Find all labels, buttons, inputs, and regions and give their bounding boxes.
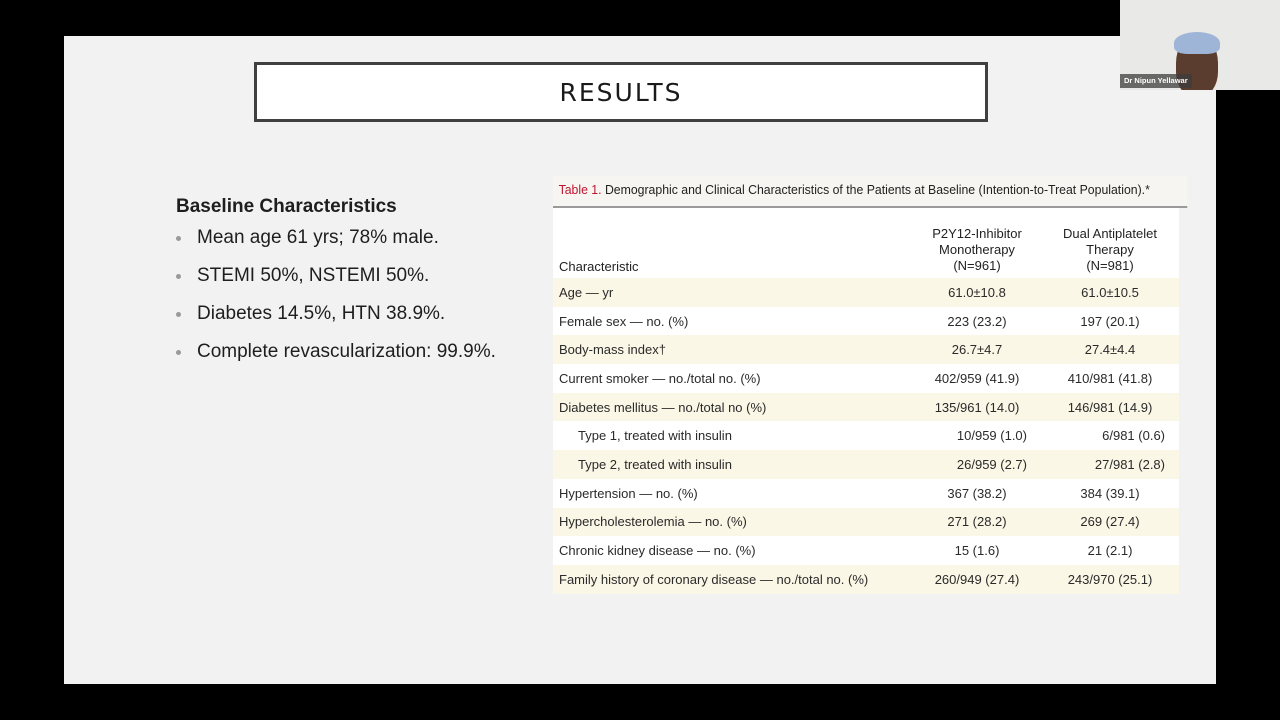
table-row: Diabetes mellitus — no./total no (%) 135/961 (14.0) 146/981 (14.9)	[553, 393, 1179, 422]
table-row: Hypercholesterolemia — no. (%) 271 (28.2) 269 (27.4)	[553, 508, 1179, 537]
bullet-dot-icon	[176, 350, 181, 355]
surgical-cap-shape	[1174, 32, 1220, 54]
participant-video-tile[interactable]	[1120, 0, 1280, 90]
bullet-item: Diabetes 14.5%, HTN 38.9%.	[176, 302, 556, 340]
slide-title-box	[254, 62, 988, 122]
header-group1: P2Y12-Inhibitor Monotherapy (N=961)	[932, 226, 1022, 273]
table-caption-label: Table 1.	[558, 182, 602, 197]
summary-bullets	[176, 226, 556, 378]
header-characteristic: Characteristic	[559, 259, 639, 274]
bullet-dot-icon	[176, 274, 181, 279]
participant-name: Dr Nipun Yellawar	[1120, 74, 1192, 88]
table-caption	[553, 176, 1187, 208]
presentation-slide	[64, 36, 1216, 684]
bullet-item: Complete revascularization: 99.9%.	[176, 340, 556, 378]
table-caption-text: Demographic and Clinical Characteristics of the Patients at Baseline (Intention-to-Treat Population).*	[601, 182, 1150, 197]
table-row: Type 1, treated with insulin 10/959 (1.0) 6/981 (0.6)	[578, 428, 1165, 444]
bullet-item: Mean age 61 yrs; 78% male.	[176, 226, 556, 264]
table-row: Family history of coronary disease — no./total no. (%) 260/949 (27.4) 243/970 (25.1)	[553, 565, 1179, 594]
bullet-dot-icon	[176, 236, 181, 241]
baseline-table	[553, 176, 1179, 594]
table-row: Female sex — no. (%) 223 (23.2) 197 (20.1)	[559, 313, 1140, 329]
table-row: Chronic kidney disease — no. (%) 15 (1.6) 21 (2.1)	[559, 543, 1133, 559]
header-group2: Dual Antiplatelet Therapy (N=981)	[1063, 226, 1157, 273]
table-row: Type 2, treated with insulin 26/959 (2.7) 27/981 (2.8)	[553, 450, 1179, 479]
slide-title: RESULTS	[559, 77, 683, 107]
table-row: Hypertension — no. (%) 367 (38.2) 384 (39.1)	[559, 485, 1140, 501]
bullet-dot-icon	[176, 312, 181, 317]
table-row: Age — yr 61.0±10.8 61.0±10.5	[553, 278, 1179, 307]
table-row: Body-mass index† 26.7±4.7 27.4±4.4	[553, 335, 1179, 364]
table-row: Current smoker — no./total no. (%) 402/959 (41.9) 410/981 (41.8)	[559, 370, 1153, 386]
summary-heading: Baseline Characteristics	[176, 196, 397, 217]
baseline-summary	[176, 196, 556, 378]
table-header-row	[553, 208, 1179, 278]
bullet-item: STEMI 50%, NSTEMI 50%.	[176, 264, 556, 302]
